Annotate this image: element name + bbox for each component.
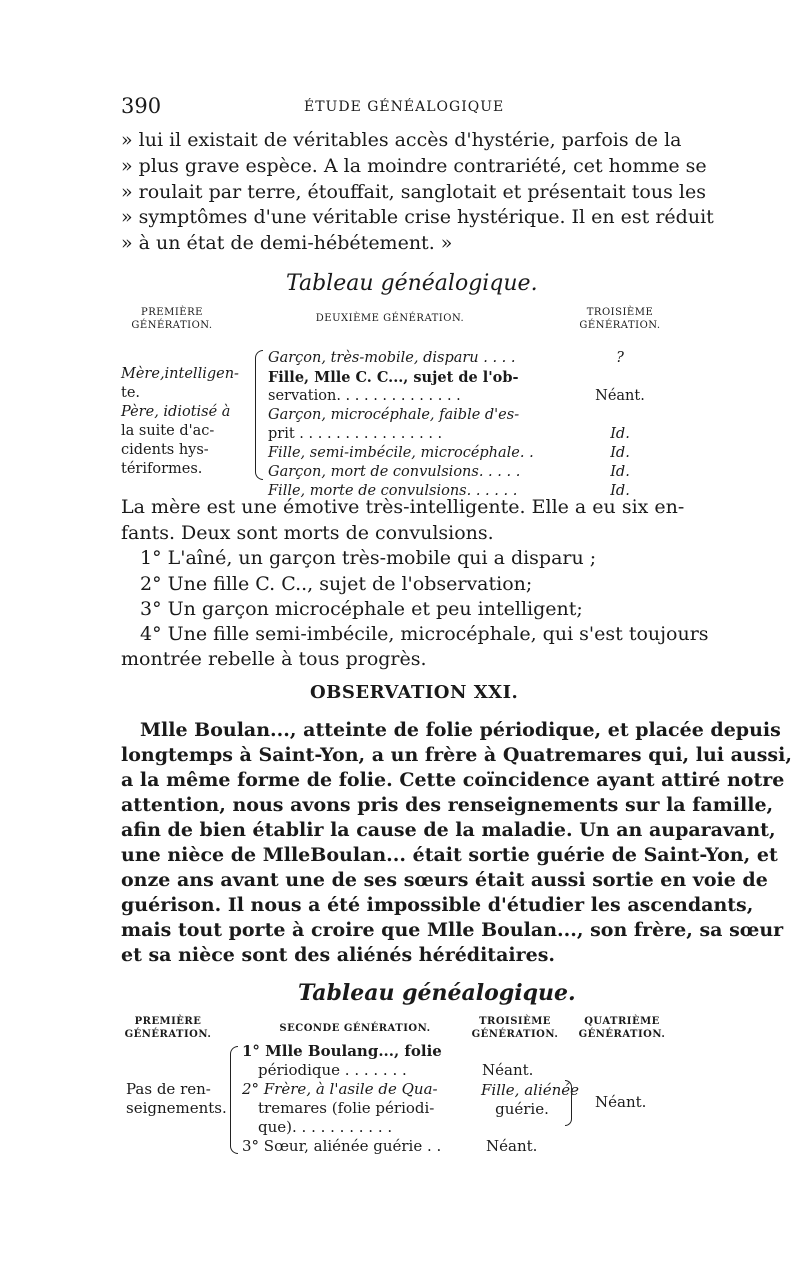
para2-line: onze ans avant une de ses sœurs était aussi sortie en voie de (121, 869, 768, 891)
table1-col3-head: TROISIÈME GÉNÉRATION. (579, 307, 661, 331)
table1-col1-head: PREMIÈRE GÉNÉRATION. (131, 307, 213, 331)
para2-line: une nièce de MlleBoulan... était sortie guérie de Saint-Yon, et (121, 844, 778, 866)
table2-col1-head: PREMIÈRE GÉNÉRATION. (124, 1016, 212, 1040)
table2-col1: Pas de ren- seignements. (126, 1080, 227, 1117)
intro-line: » lui il existait de véritables accès d'hystérie, parfois de la (121, 129, 682, 151)
para1-line: La mère est une émotive très-intelligente. Elle a eu six en- (121, 496, 685, 518)
para1-item: 3° Un garçon microcéphale et peu intelligent; (140, 598, 583, 620)
table1-title: Tableau généalogique. (286, 271, 538, 296)
para1-item: 2° Une fille C. C.., sujet de l'observation; (140, 573, 533, 595)
para2-line: afin de bien établir la cause de la maladie. Un an auparavant, (121, 819, 776, 841)
table1-col2-head: DEUXIÈME GÉNÉRATION. (315, 313, 465, 324)
para1-item: 1° L'aîné, un garçon très-mobile qui a disparu ; (140, 547, 597, 569)
intro-line: » à un état de demi-hébétement. » (121, 232, 453, 254)
table2-brace-right (565, 1080, 572, 1126)
para2-line: longtemps à Saint-Yon, a un frère à Quatremares qui, lui aussi, (121, 744, 792, 766)
table1-col3: ? Néant. Id. Id. Id. Id. (595, 350, 645, 499)
intro-line: » symptômes d'une véritable crise hystérique. Il en est réduit (121, 206, 714, 228)
para1-item: 4° Une fille semi-imbécile, microcéphale, qui s'est toujours (140, 623, 709, 645)
table2-col3-head: TROISIÈME GÉNÉRATION. (471, 1016, 559, 1040)
table2-brace-left (230, 1046, 238, 1154)
running-title: ÉTUDE GÉNÉALOGIQUE (304, 99, 505, 115)
table2-col4: Néant. (595, 1093, 647, 1111)
para2-line: a la même forme de folie. Cette coïncidence ayant attiré notre (121, 769, 785, 791)
table2-col3-neant1: Néant. (482, 1061, 534, 1079)
table2-col3-fille: Fille, aliénée guérie. (481, 1081, 580, 1118)
para2-line: attention, nous avons pris des renseignements sur la famille, (121, 794, 774, 816)
para2-line: guérison. Il nous a été impossible d'étudier les ascendants, (121, 894, 754, 916)
observation-heading: OBSERVATION XXI. (310, 682, 519, 703)
para2-line: mais tout porte à croire que Mlle Boulan..., son frère, sa sœur (121, 919, 784, 941)
table1-brace (255, 350, 263, 480)
page-number: 390 (121, 94, 162, 118)
table2-title: Tableau généalogique. (298, 980, 576, 1006)
intro-line: » roulait par terre, étouffait, sanglotait et présentait tous les (121, 181, 706, 203)
para2-line: Mlle Boulan..., atteinte de folie périodique, et placée depuis (140, 719, 781, 741)
para2-line: et sa nièce sont des aliénés héréditaires. (121, 944, 556, 966)
para1-line: fants. Deux sont morts de convulsions. (121, 522, 494, 544)
table2-col4-head: QUATRIÈME GÉNÉRATION. (578, 1016, 666, 1040)
table1-col1: Mère,intelligen- te. Père, idiotisé à la suite d'ac- cidents hys- tériformes. (121, 366, 239, 477)
para1-line: montrée rebelle à tous progrès. (121, 648, 427, 670)
table1-col2: Garçon, très-mobile, disparu . . . . Fille, Mlle C. C..., sujet de l'ob- servation. . . . . . . . . . . . . . Garçon, microcéphale, faible d'es- prit . . . . . . . . . . . . . . . . Fille, semi-imbécile, microcéphale. . Garçon, mort de convulsions. . . . . Fille, morte de convulsions. . . . . . (268, 350, 534, 499)
intro-line: » plus grave espèce. A la moindre contrariété, cet homme se (121, 155, 707, 177)
table2-col2-head: SECONDE GÉNÉRATION. (279, 1023, 431, 1034)
table2-col2: 1° Mlle Boulang..., folie périodique . . . . . . . 2° Frère, à l'asile de Qua- tremares (folie périodi- que). . . . . . . . . . . 3° Sœur, aliénée guérie . . (242, 1042, 442, 1155)
table2-col3-neant2: Néant. (486, 1137, 538, 1155)
